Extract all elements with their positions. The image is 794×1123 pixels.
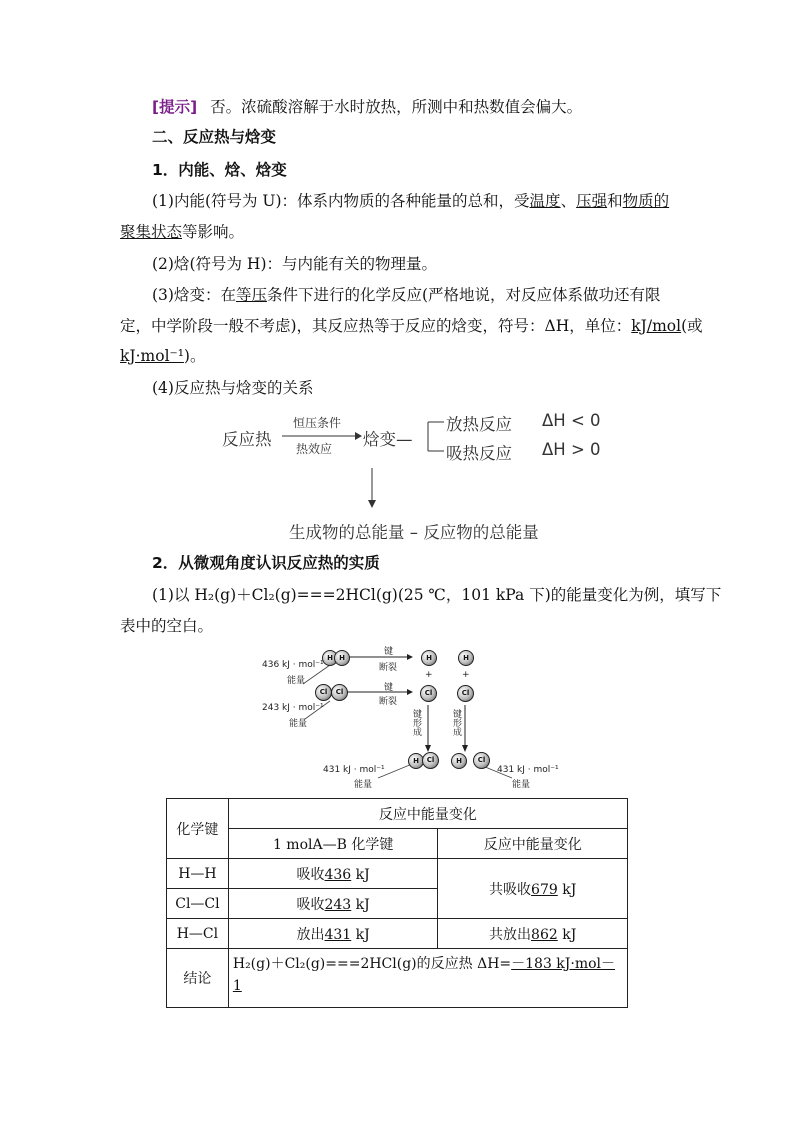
form-label-1: 键形成 <box>411 709 421 736</box>
conclusion-value-blank-2: 1 <box>232 978 242 994</box>
relation-branch-exo: 放热反应 <box>446 415 512 434</box>
p3-line2: 定，中学阶段一般不考虑)，其反应热等于反应的焓变，符号：ΔH，单位： <box>120 317 632 335</box>
action: 放出 <box>296 926 325 943</box>
plus-1: + <box>425 670 433 680</box>
p1-blank-temperature: 温度 <box>529 192 561 210</box>
p3-line2-end: (或 <box>681 317 703 335</box>
atom-cl-3: Cl <box>420 685 437 702</box>
release-prefix: 共放出 <box>489 926 532 943</box>
bond-energy-table <box>166 798 628 1008</box>
section-title: 二、反应热与焓变 <box>152 128 277 146</box>
action: 吸收 <box>296 866 325 883</box>
p1-sep1: 、 <box>560 192 577 210</box>
subheader-left: 1 molA—B 化学键 <box>228 829 438 859</box>
value-blank: 431 <box>324 926 352 943</box>
conclusion-row <box>167 949 628 1008</box>
conclusion-label: 结论 <box>167 949 229 1008</box>
total-release-cell <box>438 919 628 949</box>
clcl-energy: 243 kJ · mol⁻¹ <box>262 703 324 713</box>
release-unit: kJ <box>562 926 577 943</box>
p1-sep2: 和 <box>607 192 623 210</box>
form-label-2: 键形成 <box>451 709 461 736</box>
atom-cl-5: Cl <box>422 752 439 769</box>
subheader-right: 反应中能量变化 <box>438 829 628 859</box>
table-row <box>167 859 628 889</box>
relation-branch-endo-cond: ΔH > 0 <box>542 440 601 459</box>
clcl-energy-label: 能量 <box>289 719 308 729</box>
p3-blank-unit: kJ/mol <box>631 317 682 335</box>
break-label-2b: 断裂 <box>379 697 398 707</box>
hcl-energy-right-label: 能量 <box>512 780 531 790</box>
p1-suffix: 等影响。 <box>182 223 245 241</box>
paragraph-example-2: 表中的空白。 <box>120 617 214 635</box>
atom-h-2: H <box>334 650 350 666</box>
bond-energy-cell <box>228 919 438 949</box>
p1-blank-pressure: 压强 <box>576 192 608 210</box>
subsection-title-2: 2．从微观角度认识反应热的实质 <box>152 554 380 572</box>
relation-middle: 焓变— <box>363 430 413 449</box>
atom-h-1: H <box>322 650 338 666</box>
unit: kJ <box>355 896 370 913</box>
bond-energy-cell <box>228 889 438 919</box>
p3-line3-end: )。 <box>183 347 206 365</box>
bond-name: H—H <box>167 859 229 889</box>
release-value-blank: 862 <box>531 926 558 943</box>
unit: kJ <box>355 926 370 943</box>
table-row <box>167 919 628 949</box>
absorb-unit: kJ <box>562 881 577 898</box>
relation-left: 反应热 <box>222 430 272 449</box>
relation-branch-exo-cond: ΔH < 0 <box>542 411 601 430</box>
value-blank: 243 <box>324 896 352 913</box>
paragraph-example-1: (1)以 H₂(g)＋Cl₂(g)===2HCl(g)(25 ℃，101 kPa 下)的能量变化为例，填写下 <box>152 586 722 604</box>
atom-h-5: H <box>408 753 424 769</box>
header-energy-change: 反应中能量变化 <box>228 799 627 829</box>
p3-blank-isobaric: 等压 <box>235 286 267 304</box>
p3-blank-unit2: kJ·mol⁻¹ <box>120 347 184 365</box>
total-absorb-cell <box>438 859 628 919</box>
conclusion-text: H₂(g)＋Cl₂(g)===2HCl(g)的反应热 ΔH= <box>232 956 512 972</box>
p1-blank-matter: 物质的 <box>622 192 670 210</box>
conclusion-cell <box>228 949 627 1008</box>
p1-blank-state: 聚集状态 <box>120 223 183 241</box>
atom-cl-1: Cl <box>315 684 332 701</box>
header-bond: 化学键 <box>167 799 229 859</box>
hcl-energy-left: 431 kJ · mol⁻¹ <box>323 765 385 775</box>
relation-bottom: 生成物的总能量 – 反应物的总能量 <box>289 523 539 542</box>
hcl-energy-left-label: 能量 <box>354 780 373 790</box>
atom-h-3: H <box>421 650 437 666</box>
value-blank: 436 <box>324 866 352 883</box>
p3-prefix: (3)焓变：在 <box>152 286 236 304</box>
p1-prefix: (1)内能(符号为 U)：体系内物质的各种能量的总和，受 <box>152 192 530 210</box>
hcl-energy-right: 431 kJ · mol⁻¹ <box>497 765 559 775</box>
unit: kJ <box>355 866 370 883</box>
paragraph-enthalpy: (2)焓(符号为 H)：与内能有关的物理量。 <box>152 255 437 273</box>
plus-2: + <box>462 670 470 680</box>
absorb-prefix: 共吸收 <box>489 881 532 898</box>
break-label-1b: 断裂 <box>379 663 398 673</box>
relation-branch-endo: 吸热反应 <box>446 444 512 463</box>
relation-arrow-top: 恒压条件 <box>293 416 342 430</box>
bond-name: Cl—Cl <box>167 889 229 919</box>
atom-h-6: H <box>451 753 467 769</box>
conclusion-value-blank: －183 kJ·mol－ <box>511 956 616 972</box>
break-label-1a: 键 <box>384 647 394 657</box>
hh-energy: 436 kJ · mol⁻¹ <box>262 660 324 670</box>
paragraph-relation: (4)反应热与焓变的关系 <box>152 379 314 397</box>
hint-text: 否。浓硫酸溶解于水时放热，所测中和热数值会偏大。 <box>210 98 583 116</box>
bond-name: H—Cl <box>167 919 229 949</box>
subsection-title-1: 1．内能、焓、焓变 <box>152 161 287 179</box>
atom-cl-4: Cl <box>457 685 474 702</box>
hint-tag: [提示] <box>152 98 198 116</box>
absorb-value-blank: 679 <box>531 881 558 898</box>
hh-energy-label: 能量 <box>287 676 306 686</box>
atom-cl-2: Cl <box>331 684 348 701</box>
atom-cl-6: Cl <box>473 752 490 769</box>
action: 吸收 <box>296 896 325 913</box>
relation-arrow-bottom: 热效应 <box>296 442 333 456</box>
break-label-2a: 键 <box>384 683 394 693</box>
p3-line1: 条件下进行的化学反应(严格地说，对反应体系做功还有限 <box>266 286 661 304</box>
bond-energy-cell <box>228 859 438 889</box>
atom-h-4: H <box>458 650 474 666</box>
